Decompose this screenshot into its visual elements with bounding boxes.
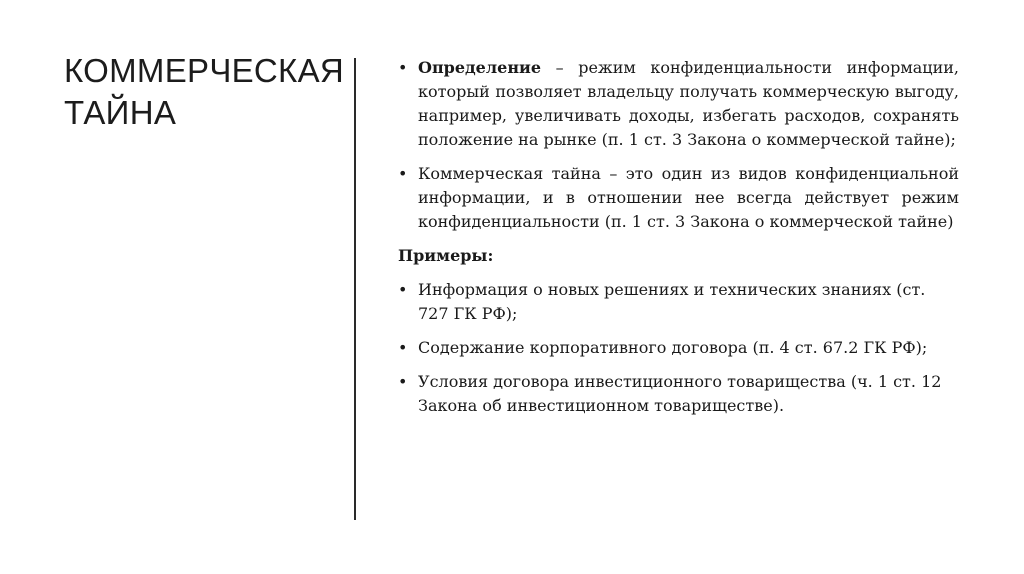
- bullet-icon: •: [398, 338, 408, 357]
- definition-text: – режим конфиденциальности информации, который позволяет владельцу получать коммерческую выгоду, например, увеличивать доходы, избегать расходов, сохранять положение на рынке (п. 1 ст. 3 Закона о коммерческой тайне);: [418, 58, 959, 149]
- vertical-divider: [354, 58, 356, 520]
- bullet-icon: •: [398, 372, 408, 391]
- example-text: Содержание корпоративного договора (п. 4 ст. 67.2 ГК РФ);: [418, 338, 928, 357]
- bullet-icon: •: [398, 58, 408, 77]
- example-item: [398, 370, 959, 418]
- trade-secret-text: Коммерческая тайна – это один из видов конфиденциальной информации, и в отношении нее всегда действует режим конфиденциальности (п. 1 ст. 3 Закона о коммерческой тайне): [418, 164, 959, 231]
- definition-term: Определение: [418, 58, 542, 77]
- example-text: Условия договора инвестиционного товарищества (ч. 1 ст. 12 Закона об инвестиционном товариществе).: [418, 372, 942, 415]
- definition-item: [398, 56, 959, 152]
- bullet-icon: •: [398, 164, 408, 183]
- example-item: [398, 278, 959, 326]
- slide-title: КОММЕРЧЕСКАЯ ТАЙНА: [64, 52, 345, 131]
- slide-content: [398, 56, 959, 428]
- examples-heading: Примеры:: [398, 246, 494, 265]
- example-item: [398, 336, 959, 360]
- example-text: Информация о новых решениях и технических знаниях (ст. 727 ГК РФ);: [418, 280, 926, 323]
- trade-secret-item: [398, 162, 959, 234]
- bullet-icon: •: [398, 280, 408, 299]
